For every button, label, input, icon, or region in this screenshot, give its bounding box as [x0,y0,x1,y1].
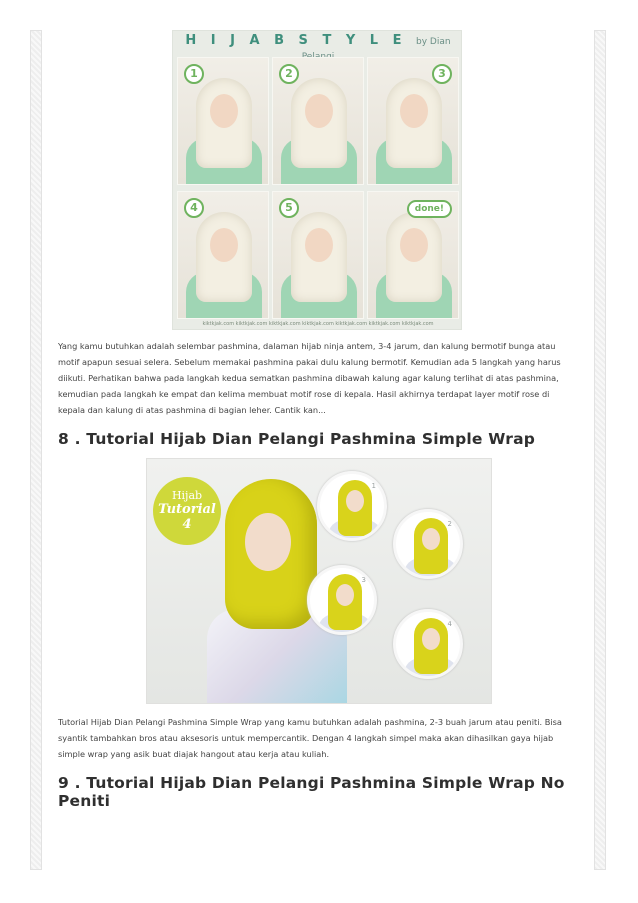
paragraph-tutorial-7: Yang kamu butuhkan adalah selembar pashmina, dalaman hijab ninja antem, 3-4 jarum, dan kalung bermotif bunga atau motif apapun sesuai selera. Sebelum memakai pashmina pakai dulu kalung bermotif. Kemudian ada 5 langkah yang harus diikuti. Perhatikan bahwa pada langkah kedua sematkan pashmina dibawah kalung agar kalung terlihat di atas pashmina, kemudian pada langkah ke empat dan kelima membuat motif rose di kepala. Hasil akhirnya terdapat layer motif rose di kepala dan kalung di atas pashmina di bagian leher. Cantik kan... [58,341,561,415]
step-circle-number: 1 [371,482,376,490]
step-circle [393,609,463,679]
step-number: 5 [279,198,299,218]
collage-step-tile [177,191,269,319]
right-page-rail [594,30,606,870]
step-circle [307,565,377,635]
collage-title [173,33,462,55]
collage-title-text: H I J A B S T Y L E [185,33,407,48]
hijab-tutorial-4-image [146,458,492,704]
step-circle [393,509,463,579]
tutorial-badge-line1: Hijab [171,489,203,502]
step-number: 2 [279,64,299,84]
step-circle-number: 2 [447,520,452,528]
step-number: 3 [432,64,452,84]
left-page-rail [30,30,42,870]
collage-step-tile [177,57,269,185]
collage-step-tile [272,191,364,319]
step-number: 1 [184,64,204,84]
heading-tutorial-9: 9 . Tutorial Hijab Dian Pelangi Pashmina Simple Wrap No Peniti [58,774,565,810]
step-circle-number: 4 [447,620,452,628]
heading-tutorial-8: 8 . Tutorial Hijab Dian Pelangi Pashmina Simple Wrap [58,430,536,448]
step-circle-number: 3 [361,576,366,584]
step-circle [317,471,387,541]
done-badge: done! [407,200,452,218]
tutorial-badge-line2: Tutorial 4 [158,502,216,532]
hijab-style-collage-image [172,30,462,330]
tutorial-badge [153,477,221,545]
step-number: 4 [184,198,204,218]
collage-step-tile [367,191,459,319]
paragraph-tutorial-8: Tutorial Hijab Dian Pelangi Pashmina Simple Wrap yang kamu butuhkan adalah pashmina, 2-3 buah jarum atau peniti. Bisa syantik tambahkan bros atau aksesoris untuk mempercantik. Dengan 4 langkah simpel maka akan dihasilkan gaya hijab simple wrap yang asik buat diajak hangout atau kerja atau kuliah. [58,717,562,759]
collage-step-tile [367,57,459,185]
collage-byline: by Dian [416,37,451,47]
collage-watermark: kiktkjak.com kiktkjak.com kiktkjak.com kiktkjak.com kiktkjak.com kiktkjak.com kiktkjak.com [202,321,434,327]
collage-step-tile [272,57,364,185]
